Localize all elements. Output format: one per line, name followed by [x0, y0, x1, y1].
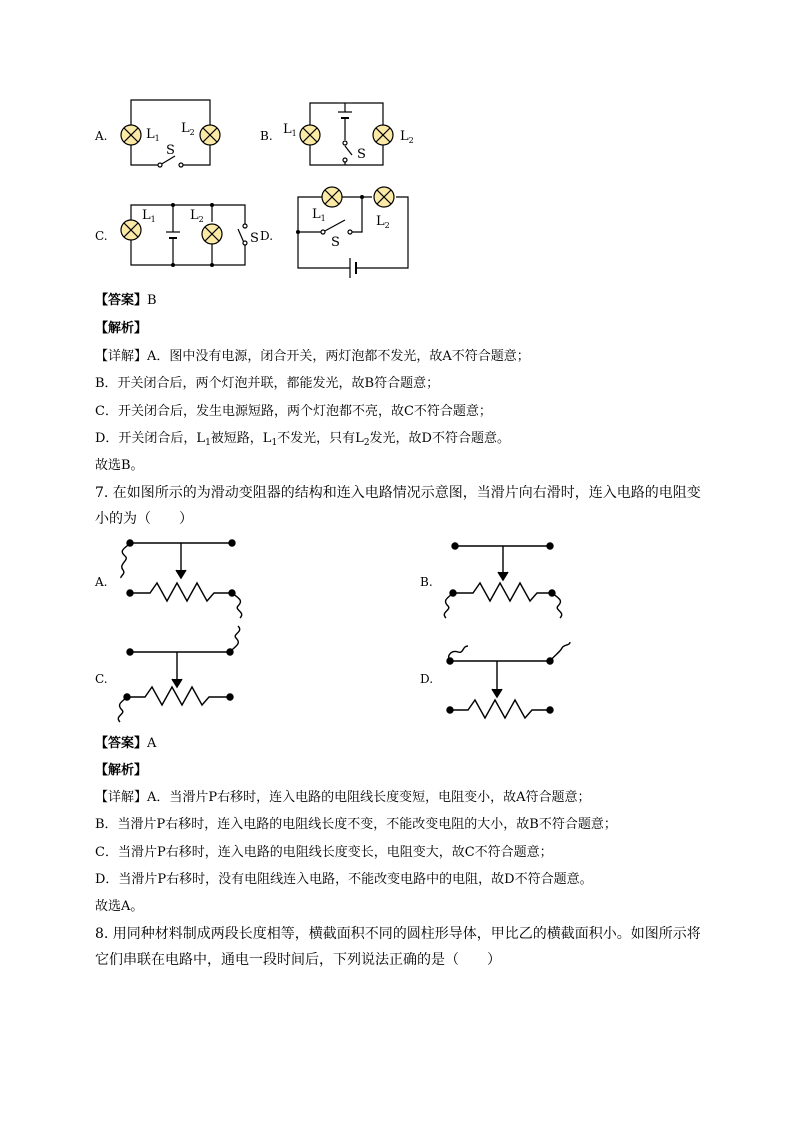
circuit-a-letter: A.: [95, 129, 108, 143]
circuit-b-switch-label: S: [357, 147, 366, 162]
circuit-c-l1-label: $L_1$: [142, 208, 156, 224]
q7-detail-c: C．当滑片P右移时，连入电路的电阻线长度变长，电阻变大，故C不符合题意；: [95, 845, 553, 860]
q7-analysis-tag: [95, 762, 147, 780]
q8-stem-line2: 它们串联在电路中，通电一段时间后，下列说法正确的是（ ）: [95, 952, 501, 968]
detail-text: A．当滑片P右移时，连入电路的电阻线长度变短，电阻变小，故A符合题意；: [147, 790, 591, 805]
rheostat-b: [444, 543, 561, 618]
rheostat-d: [447, 642, 570, 718]
text-run: 发光，故D不符合题意。: [369, 431, 510, 446]
circuit-a-l2-label: $L_2$: [181, 121, 195, 137]
answer-tag: 【答案】: [95, 293, 148, 308]
q7-option-d-label: D.: [420, 672, 434, 686]
q6-detail-b: B．开关闭合后，两个灯泡并联，都能发光，故B符合题意；: [95, 376, 440, 391]
q7-detail-d: D．当滑片P右移时，没有电阻线连入电路，不能改变电路中的电阻，故D不符合题意。: [95, 872, 593, 887]
q7-conclusion: 故选A。: [95, 899, 144, 914]
q7-stem-line2: 小的为（ ）: [95, 511, 193, 527]
circuit-d-letter: D.: [260, 229, 274, 243]
detail-tag: 【详解】: [95, 349, 148, 364]
circuit-c-letter: C.: [95, 229, 108, 243]
q6-detail-c: C．开关闭合后，发生电源短路，两个灯泡都不亮，故C不符合题意；: [95, 404, 492, 419]
q8-stem-line1: 8. 用同种材料制成两段长度相等，横截面积不同的圆柱形导体，甲比乙的横截面积小。如图所示将: [95, 926, 701, 942]
circuit-d-switch-label: S: [331, 235, 340, 250]
q7-detail-b: B．当滑片P右移时，连入电路的电阻线长度不变，不能改变电阻的大小，故B不符合题意；: [95, 817, 617, 832]
text-run: 被短路，L: [210, 431, 272, 446]
circuit-d-l1-label: $L_1$: [312, 207, 326, 223]
text-run: 不发光，只有L: [277, 431, 364, 446]
circuit-c-switch-label: S: [250, 231, 259, 246]
subscript: 2: [363, 438, 370, 448]
text-run: D．开关闭合后，L: [95, 431, 206, 446]
subscript: 1: [205, 438, 211, 448]
circuit-c-l2-label: $L_2$: [190, 208, 204, 224]
circuit-b-letter: B.: [260, 129, 273, 143]
q7-option-a-label: A.: [95, 575, 108, 589]
circuit-b-l1-label: $L_1$: [283, 122, 297, 138]
rheostat-c: [118, 626, 239, 722]
circuit-b-l2-label: $L_2$: [400, 129, 414, 145]
q7-stem-line1: 7. 在如图所示的为滑动变阻器的结构和连入电路情况示意图，当滑片向右滑时，连入电路的电阻变: [95, 485, 701, 501]
rheostat-a: [121, 540, 242, 618]
circuit-d-l2-label: $L_2$: [376, 214, 390, 230]
circuit-a-l1-label: $L_1$: [146, 127, 160, 143]
q7-option-c-label: C.: [95, 672, 108, 686]
detail-tag: 【详解】: [95, 790, 148, 805]
answer-value: A: [147, 736, 157, 751]
q7-option-b-label: B.: [420, 575, 433, 589]
subscript: 1: [271, 438, 278, 448]
q6-conclusion: 故选B。: [95, 458, 144, 473]
analysis-tag: 【解析】: [95, 321, 148, 336]
detail-text: A．图中没有电源，闭合开关，两灯泡都不发光，故A不符合题意；: [147, 349, 530, 364]
analysis-tag: 【解析】: [95, 763, 148, 778]
q7-answer: [95, 735, 156, 753]
q7-detail-a: [95, 789, 591, 807]
circuit-a-switch-label: S: [166, 143, 175, 158]
answer-value: B: [147, 293, 157, 308]
answer-tag: 【答案】: [95, 736, 148, 751]
